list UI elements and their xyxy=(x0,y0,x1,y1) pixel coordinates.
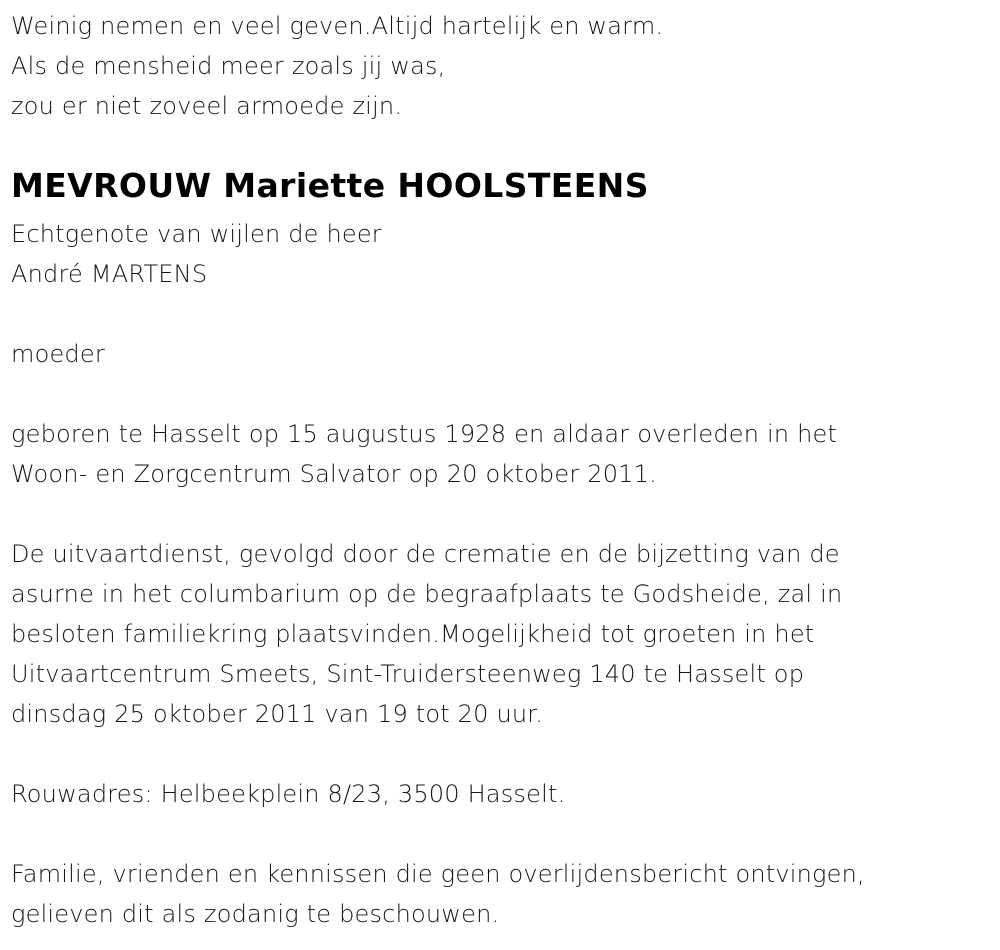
service-line-5: dinsdag 25 oktober 2011 van 19 tot 20 uur. xyxy=(11,700,543,728)
poem-line-3: zou er niet zoveel armoede zijn. xyxy=(11,92,403,120)
spouse-line-2: André MARTENS xyxy=(11,260,208,288)
service-line-1: De uitvaartdienst, gevolgd door de crematie en de bijzetting van de xyxy=(11,540,840,568)
service-line-4: Uitvaartcentrum Smeets, Sint-Truidersteenweg 140 te Hasselt op xyxy=(11,660,805,688)
birth-death-line-2: Woon- en Zorgcentrum Salvator op 20 oktober 2011. xyxy=(11,460,657,488)
relation-text: moeder xyxy=(11,340,105,368)
poem-line-1: Weinig nemen en veel geven.Altijd hartelijk en warm. xyxy=(11,12,664,40)
closing-line-2: gelieven dit als zodanig te beschouwen. xyxy=(11,900,500,928)
spouse-line-1: Echtgenote van wijlen de heer xyxy=(11,220,382,248)
birth-death-line-1: geboren te Hasselt op 15 augustus 1928 en aldaar overleden in het xyxy=(11,420,838,448)
poem-line-2: Als de mensheid meer zoals jij was, xyxy=(11,52,446,80)
mourning-address: Rouwadres: Helbeekplein 8/23, 3500 Hasselt. xyxy=(11,780,566,808)
service-line-2: asurne in het columbarium op de begraafplaats te Godsheide, zal in xyxy=(11,580,843,608)
deceased-name-title: MEVROUW Mariette HOOLSTEENS xyxy=(11,166,649,205)
service-line-3: besloten familiekring plaatsvinden.Mogelijkheid tot groeten in het xyxy=(11,620,815,648)
closing-line-1: Familie, vrienden en kennissen die geen overlijdensbericht ontvingen, xyxy=(11,860,865,888)
